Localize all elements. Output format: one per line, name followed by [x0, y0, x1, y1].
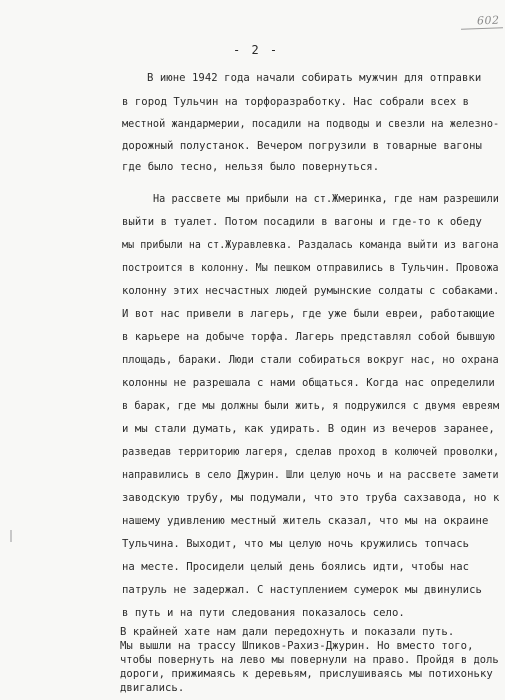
text-line: чтобы повернуть на лево мы повернули на право. Пройдя в доль: [120, 654, 499, 666]
text-line: Мы вышли на трассу Шпиков-Рахиз-Джурин. Но вместо того,: [120, 640, 474, 652]
text-line: И вот нас привели в лагерь, где уже были евреи, работающие: [122, 308, 495, 320]
text-line: и мы стали думать, как удирать. В один из вечеров заранее,: [122, 423, 495, 435]
text-line: дорожный полустанок. Вечером погрузили в товарные вагоны: [122, 140, 482, 152]
archive-number: 602: [476, 13, 500, 28]
text-line: колонну этих несчастных людей румынские солдаты с собаками.: [122, 285, 500, 297]
text-line: На рассвете мы прибыли на ст.Жмеринка, где нам разрешили: [153, 193, 499, 205]
page-number: - 2 -: [233, 43, 280, 57]
text-line: местной жандармерии, посадили на подводы и свезли на железно-: [122, 118, 500, 130]
text-line: на месте. Просидели целый день боялись идти, чтобы нас: [122, 561, 470, 573]
text-line: Тульчина. Выходит, что мы целую ночь кружились топчась: [122, 538, 470, 550]
text-line: нашему удивлению местный житель сказал, что мы на окраине: [122, 515, 489, 527]
text-line: построится в колонну. Мы пешком отправились в Тульчин. Провожа: [122, 262, 499, 274]
text-line: направились в село Джурин. Шли целую ночь и на рассвете замети: [122, 469, 499, 481]
text-line: двигались.: [120, 682, 185, 694]
text-line: В крайней хате нам дали передохнуть и показали путь.: [120, 626, 455, 638]
text-line: в путь и на пути следования показалось село.: [122, 607, 405, 619]
text-line: где было тесно, нельзя было повернуться.: [122, 161, 380, 173]
text-line: мы прибыли на ст.Журавлевка. Раздалась команда выйти из вагона: [122, 239, 499, 251]
text-line: В июне 1942 года начали собирать мужчин для отправки: [147, 72, 482, 84]
text-line: в карьере на добыче торфа. Лагерь представлял собой бывшую: [122, 331, 495, 343]
margin-mark: [10, 530, 12, 542]
text-line: колонны не разрешала с нами общаться. Когда нас определили: [122, 377, 495, 389]
text-line: разведав территорию лагеря, сделав проход в колючей проволки,: [122, 446, 500, 458]
text-line: в город Тульчин на торфоразработку. Нас собрали всех в: [122, 96, 470, 108]
text-line: дороги, прижимаясь к деревьям, прислушиваясь мы потихоньку: [120, 668, 493, 680]
text-line: в барак, где мы должны были жить, я подружился с двумя евреям: [122, 400, 500, 412]
text-line: площадь, бараки. Люди стали собираться вокруг нас, но охрана: [122, 354, 499, 366]
text-line: патруль не задержал. С наступлением сумерок мы двинулись: [122, 584, 482, 596]
text-line: выйти в туалет. Потом посадили в вагоны и где-то к обеду: [122, 216, 482, 228]
text-line: заводскую трубу, мы подумали, что это труба сахзавода, но к: [122, 492, 500, 504]
